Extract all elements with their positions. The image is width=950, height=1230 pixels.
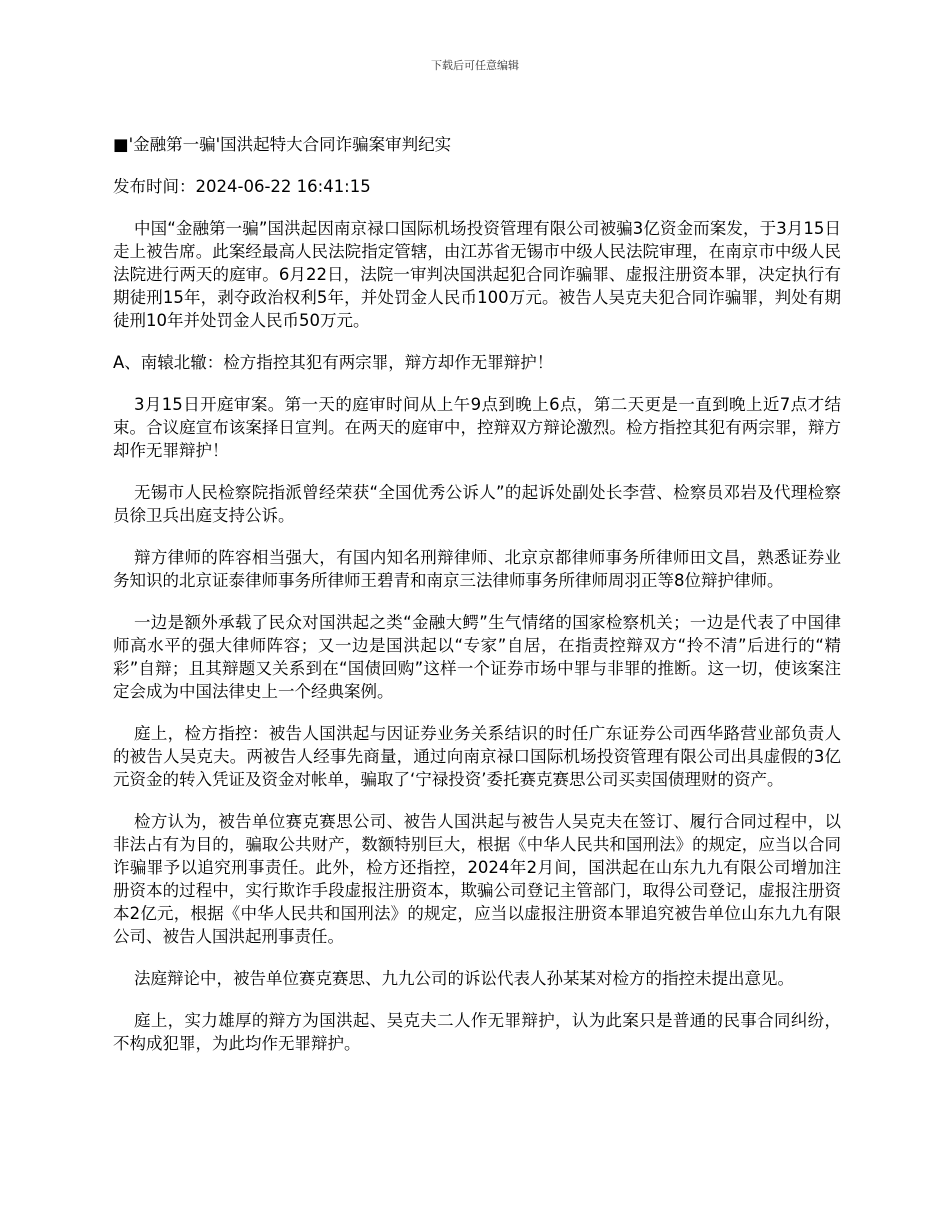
publish-time: 2024-06-22 16:41:15 bbox=[195, 177, 371, 196]
article-title: ■'金融第一骗'国洪起特大合同诈骗案审判纪实 bbox=[113, 135, 452, 154]
paragraph-court-debate: 法庭辩论中，被告单位赛克赛思、九九公司的诉讼代表人孙某某对检方的指控未提出意见。 bbox=[133, 969, 794, 988]
paragraph-prosecution-charge: 庭上，检方指控：被告人国洪起与因证券业务关系结识的时任广东证券公司西华路营业部负责人的被告人吴克夫。两被告人经事先商量，通过向南京禄口国际机场投资管理有限公司出具虚假的3亿元资金的转入凭证及资金对帐单，骗取了‘宁禄投资’委托赛克赛思公司买卖国债理财的资产。 bbox=[113, 724, 841, 789]
publish-label: 发布时间： bbox=[113, 177, 196, 196]
paragraph-defense-plea: 庭上，实力雄厚的辩方为国洪起、吴克夫二人作无罪辩护，认为此案只是普通的民事合同纠纷，不构成犯罪，为此均作无罪辩护。 bbox=[113, 1011, 841, 1053]
page-header-note: 下载后可任意编辑 bbox=[431, 59, 519, 72]
paragraph-prosecution-view: 检方认为，被告单位赛克赛思公司、被告人国洪起与被告人吴克夫在签订、履行合同过程中，以非法占有为目的，骗取公共财产，数额特别巨大，根据《中华人民共和国刑法》的规定，应当以合同诈骗罪予以追究刑事责任。此外，检方还指控，2024年2月间，国洪起在山东九九有限公司增加注册资本的过程中，实行欺诈手段虚报注册资本，欺骗公司登记主管部门，取得公司登记，虚报注册资本2亿元，根据《中华人民共和国刑法》的规定，应当以虚报注册资本罪追究被告单位山东九九有限公司、被告人国洪起刑事责任。 bbox=[113, 812, 841, 946]
paragraph-context: 一边是额外承载了民众对国洪起之类“金融大鳄”生气情绪的国家检察机关；一边是代表了中国律师高水平的强大律师阵容；又一边是国洪起以“专家”自居，在指责控辩双方“拎不清”后进行的“精彩”自辩；且其辩题又关系到在“国债回购”这样一个证券市场中罪与非罪的推断。这一切，使该案注定会成为中国法律史上一个经典案例。 bbox=[113, 613, 841, 701]
paragraph-prosecutors: 无锡市人民检察院指派曾经荣获“全国优秀公诉人”的起诉处副处长李营、检察员邓岩及代理检察员徐卫兵出庭支持公诉。 bbox=[113, 483, 841, 525]
paragraph-intro: 中国“金融第一骗”国洪起因南京禄口国际机场投资管理有限公司被骗3亿资金而案发，于3月15日走上被告席。此案经最高人民法院指定管辖，由江苏省无锡市中级人民法院审理，在南京市中级人民法院进行两天的庭审。6月22日，法院一审判决国洪起犯合同诈骗罪、虚报注册资本罪，决定执行有期徒刑15年，剥夺政治权利5年，并处罚金人民币100万元。被告人吴克夫犯合同诈骗罪，判处有期徒刑10年并处罚金人民币50万元。 bbox=[113, 219, 841, 330]
paragraph-trial-opening: 3月15日开庭审案。第一天的庭审时间从上午9点到晚上6点，第二天更是一直到晚上近7点才结束。合议庭宣布该案择日宣判。在两天的庭审中，控辩双方辩论激烈。检方指控其犯有两宗罪，辩方却作无罪辩护！ bbox=[113, 395, 841, 460]
publish-info bbox=[113, 175, 841, 198]
section-heading-a: A、南辕北辙：检方指控其犯有两宗罪，辩方却作无罪辩护！ bbox=[113, 353, 554, 372]
paragraph-defense-lawyers: 辩方律师的阵容相当强大，有国内知名刑辩律师、北京京都律师事务所律师田文昌，熟悉证券业务知识的北京证泰律师事务所律师王碧青和南京三法律师事务所律师周羽正等8位辩护律师。 bbox=[113, 548, 841, 590]
document-body bbox=[113, 133, 841, 1074]
